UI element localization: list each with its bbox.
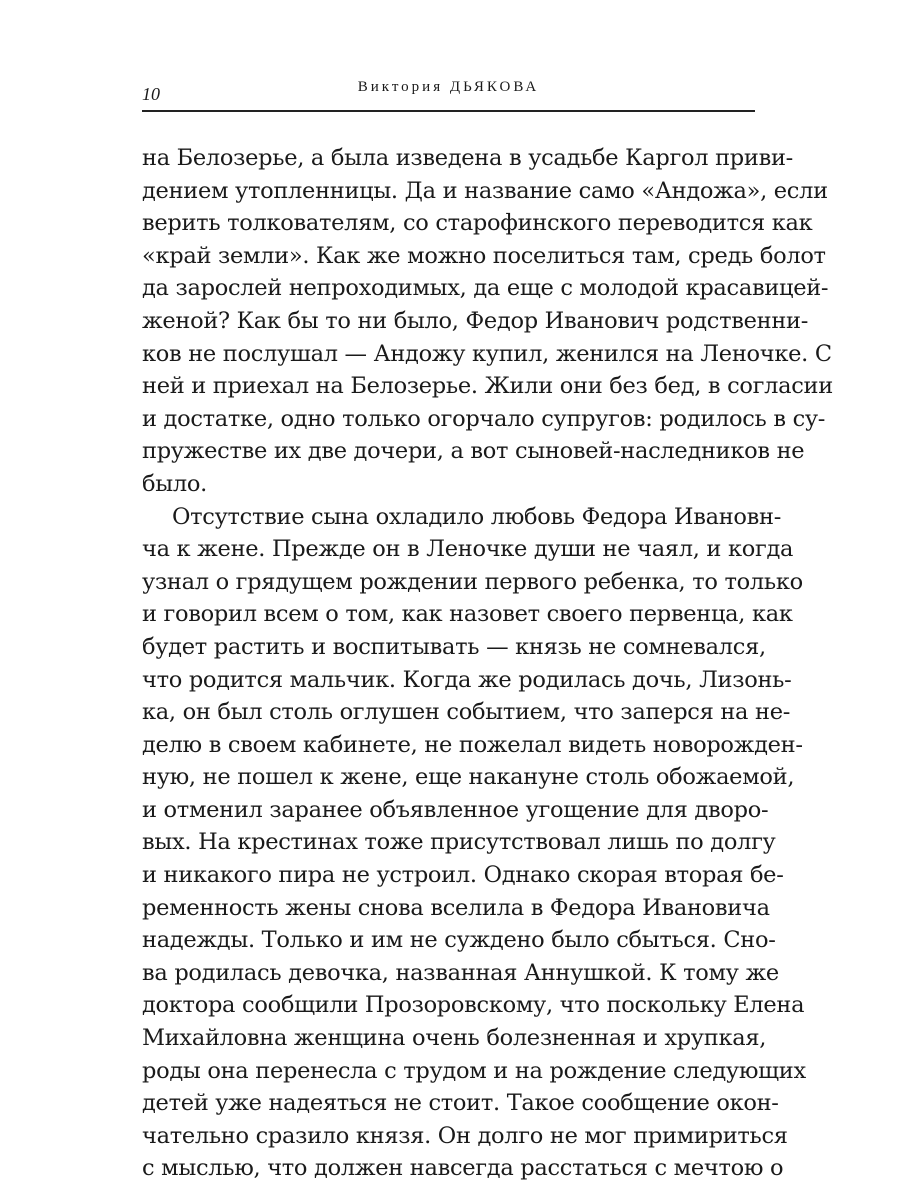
page-header [142,76,755,116]
text-line: с мыслью, что должен навсегда расстаться с мечтою о [142,1155,784,1182]
text-line: женой? Как бы то ни было, Федор Иванович родственни- [142,307,809,334]
text-line: Михайловна женщина очень болезненная и хрупкая, [142,1025,767,1052]
text-line: верить толкователям, со старофинского переводится как [142,210,813,237]
text-line: роды она перенесла с трудом и на рождение следующих [142,1057,806,1084]
text-line: делю в своем кабинете, не пожелал видеть новорожден- [142,731,803,758]
text-line: детей уже надеяться не стоит. Такое сообщение окон- [142,1090,779,1117]
text-line: ка, он был столь оглушен событием, что заперся на не- [142,699,791,726]
text-line: на Белозерье, а была изведена в усадьбе Каргол приви- [142,145,793,171]
text-line: дением утопленницы. Да и название само «Андожа», если [142,177,828,204]
text-line: было. [142,470,207,497]
text-line: «край земли». Как же можно поселиться там, средь болот [142,242,826,269]
text-line: да зарослей непроходимых, да еще с молодой красавицей- [142,275,829,302]
running-title: Виктория ДЬЯКОВА [357,79,540,95]
text-line: ков не послушал — Андожу купил, женился на Леночке. С [142,340,832,367]
text-line: будет растить и воспитывать — князь не сомневался, [142,633,766,660]
text-line: и никакого пира не устроил. Однако скорая вторая бе- [142,862,784,889]
text-line: доктора сообщили Прозоровскому, что поскольку Елена [142,992,805,1019]
text-line: надежды. Только и им не суждено было сбыться. Сно- [142,927,776,954]
text-line: ней и приехал на Белозерье. Жили они без бед, в согласии [142,373,833,400]
header-divider [142,110,755,112]
body-text [142,142,833,1185]
page-number: 10 [142,84,160,104]
text-line: чательно сразило князя. Он долго не мог примириться [142,1122,788,1149]
text-line: ча к жене. Прежде он в Леночке души не чаял, и когда [142,536,794,563]
text-line: ную, не пошел к жене, еще накануне столь обожаемой, [142,764,795,791]
text-line: ва родилась девочка, названная Аннушкой. К тому же [142,959,779,986]
text-line: Отсутствие сына охладило любовь Федора Ивановн- [172,503,782,530]
text-line: и отменил заранее объявленное угощение для дворо- [142,796,769,823]
text-line: пружестве их две дочери, а вот сыновей-наследников не [142,438,805,465]
text-line: ременность жены снова вселила в Федора Ивановича [142,894,770,921]
text-line: вых. На крестинах тоже присутствовал лишь по долгу [142,829,776,856]
text-line: и достатке, одно только огорчало супругов: родилось в су- [142,405,826,432]
text-line: и говорил всем о том, как назовет своего первенца, как [142,601,793,628]
text-line: что родится мальчик. Когда же родилась дочь, Лизонь- [142,666,792,693]
text-line: узнал о грядущем рождении первого ребенка, то только [142,568,803,595]
